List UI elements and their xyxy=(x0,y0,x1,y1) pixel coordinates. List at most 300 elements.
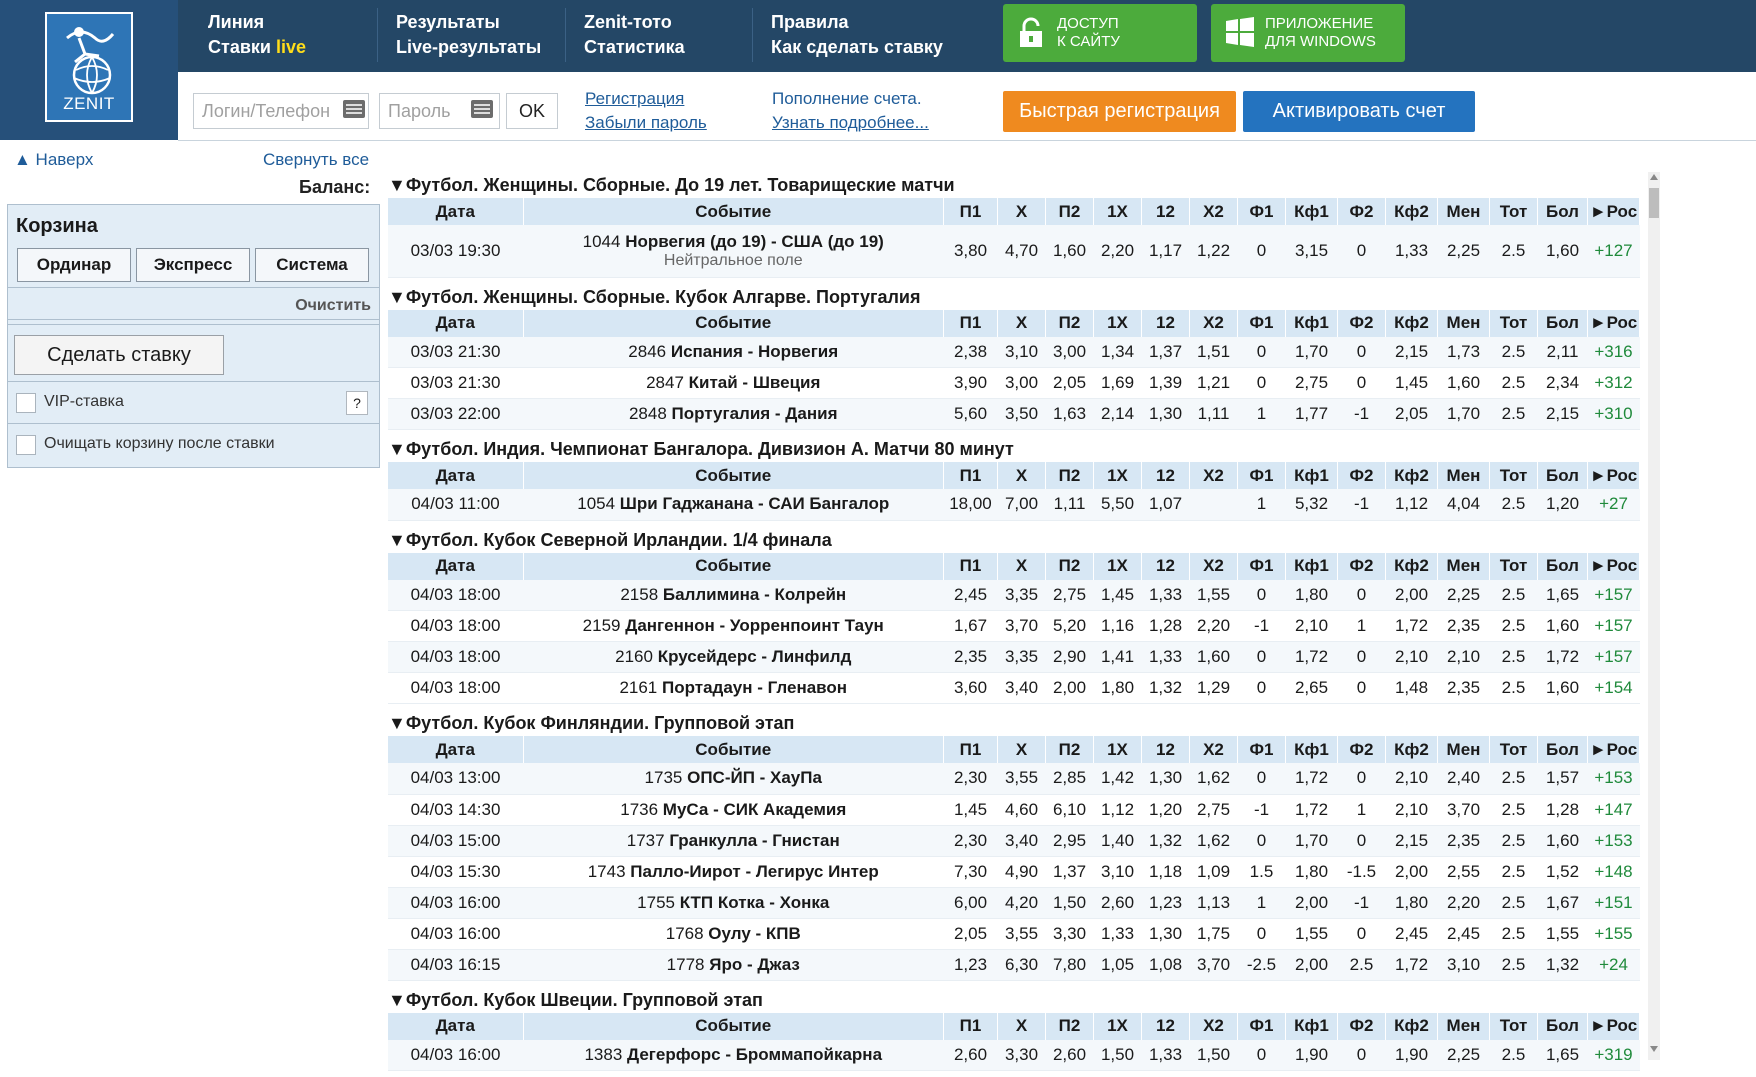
nav-zenit-toto[interactable]: Zenit-тото xyxy=(584,12,672,32)
odds-kf1[interactable]: 1,55 xyxy=(1286,918,1338,949)
odds-p1[interactable]: 2,60 xyxy=(944,1040,998,1071)
learn-more-link[interactable]: Узнать подробнее... xyxy=(772,113,929,132)
odds-kf1[interactable]: 1,70 xyxy=(1286,825,1338,856)
odds-p2[interactable]: 2,75 xyxy=(1046,580,1094,611)
odds-x[interactable]: 4,70 xyxy=(998,225,1046,277)
odds-f2[interactable]: 1 xyxy=(1338,611,1386,642)
login-ok-button[interactable]: OK xyxy=(506,93,558,129)
odds-kf2[interactable]: 2,10 xyxy=(1386,763,1438,794)
event-teams[interactable]: Баллимина - Колрейн xyxy=(662,584,847,604)
odds-1x[interactable]: 2,14 xyxy=(1094,399,1142,430)
league-header[interactable]: ▼Футбол. Кубок Северной Ирландии. 1/4 финала xyxy=(388,529,832,550)
event-teams[interactable]: ОПС-ЙП - ХауПа xyxy=(687,768,822,788)
odds-x2[interactable]: 1,09 xyxy=(1190,856,1238,887)
odds-kf2[interactable]: 2,45 xyxy=(1386,918,1438,949)
odds-f2[interactable]: 0 xyxy=(1338,225,1386,277)
more-markets-link[interactable]: +147 xyxy=(1588,794,1640,825)
odds-p2[interactable]: 3,30 xyxy=(1046,918,1094,949)
odds-x2[interactable]: 1,51 xyxy=(1190,337,1238,368)
back-to-top-link[interactable]: ▲ Наверх xyxy=(14,150,94,169)
odds-p1[interactable]: 2,35 xyxy=(944,642,998,673)
odds-kf2[interactable]: 1,45 xyxy=(1386,368,1438,399)
odds-kf2[interactable]: 2,10 xyxy=(1386,642,1438,673)
odds-12[interactable]: 1,30 xyxy=(1142,399,1190,430)
nav-results[interactable]: Результаты xyxy=(396,12,500,32)
odds-x2[interactable]: 1,60 xyxy=(1190,642,1238,673)
odds-12[interactable]: 1,28 xyxy=(1142,611,1190,642)
odds-f1[interactable]: 0 xyxy=(1238,918,1286,949)
odds-total[interactable]: 2.5 xyxy=(1490,580,1538,611)
vip-help-button[interactable]: ? xyxy=(346,391,368,415)
odds-more[interactable]: 1,72 xyxy=(1538,642,1588,673)
odds-x2[interactable]: 2,20 xyxy=(1190,611,1238,642)
odds-p1[interactable]: 1,23 xyxy=(944,949,998,980)
odds-f1[interactable]: 0 xyxy=(1238,1040,1286,1071)
odds-total[interactable]: 2.5 xyxy=(1490,673,1538,704)
odds-f1[interactable]: -1 xyxy=(1238,611,1286,642)
odds-x[interactable]: 4,90 xyxy=(998,856,1046,887)
more-markets-link[interactable]: +153 xyxy=(1588,825,1640,856)
zenit-logo[interactable] xyxy=(45,12,133,122)
odds-x[interactable]: 3,55 xyxy=(998,918,1046,949)
odds-less[interactable]: 2,25 xyxy=(1438,225,1490,277)
odds-kf2[interactable]: 2,00 xyxy=(1386,856,1438,887)
odds-12[interactable]: 1,32 xyxy=(1142,825,1190,856)
odds-1x[interactable]: 1,05 xyxy=(1094,949,1142,980)
odds-12[interactable]: 1,39 xyxy=(1142,368,1190,399)
more-markets-link[interactable]: +155 xyxy=(1588,918,1640,949)
odds-kf1[interactable]: 1,70 xyxy=(1286,337,1338,368)
odds-kf2[interactable]: 1,72 xyxy=(1386,611,1438,642)
odds-total[interactable]: 2.5 xyxy=(1490,949,1538,980)
more-markets-link[interactable]: +148 xyxy=(1588,856,1640,887)
odds-12[interactable]: 1,18 xyxy=(1142,856,1190,887)
nav-statistics[interactable]: Статистика xyxy=(584,37,685,57)
odds-p2[interactable]: 1,11 xyxy=(1046,489,1094,520)
league-header[interactable]: ▼Футбол. Женщины. Сборные. До 19 лет. Товарищеские матчи xyxy=(388,175,955,195)
odds-x[interactable]: 3,50 xyxy=(998,399,1046,430)
odds-x[interactable]: 3,35 xyxy=(998,642,1046,673)
odds-total[interactable]: 2.5 xyxy=(1490,763,1538,794)
odds-less[interactable]: 1,73 xyxy=(1438,337,1490,368)
event-teams[interactable]: Испания - Норвегия xyxy=(670,341,839,361)
odds-x[interactable]: 3,00 xyxy=(998,368,1046,399)
odds-p2[interactable]: 6,10 xyxy=(1046,794,1094,825)
odds-p1[interactable]: 1,45 xyxy=(944,794,998,825)
column-header[interactable]: ►Рос xyxy=(1588,462,1640,489)
odds-kf1[interactable]: 2,10 xyxy=(1286,611,1338,642)
odds-total[interactable]: 2.5 xyxy=(1490,611,1538,642)
odds-kf1[interactable]: 1,72 xyxy=(1286,794,1338,825)
register-link[interactable]: Регистрация xyxy=(585,89,685,108)
odds-p1[interactable]: 2,38 xyxy=(944,337,998,368)
odds-p1[interactable]: 5,60 xyxy=(944,399,998,430)
odds-less[interactable]: 3,10 xyxy=(1438,949,1490,980)
odds-f1[interactable]: 0 xyxy=(1238,673,1286,704)
odds-p2[interactable]: 3,00 xyxy=(1046,337,1094,368)
column-header[interactable]: ►Рос xyxy=(1588,553,1640,580)
vip-bet-checkbox[interactable] xyxy=(16,393,36,413)
odds-f1[interactable]: 0 xyxy=(1238,225,1286,277)
event-teams[interactable]: Гранкулла - Гнистан xyxy=(669,830,840,850)
odds-x[interactable]: 6,30 xyxy=(998,949,1046,980)
odds-x2[interactable]: 1,13 xyxy=(1190,887,1238,918)
odds-less[interactable]: 2,25 xyxy=(1438,1040,1490,1071)
odds-1x[interactable]: 2,20 xyxy=(1094,225,1142,277)
column-header[interactable]: ►Рос xyxy=(1588,198,1640,225)
odds-more[interactable]: 1,65 xyxy=(1538,1040,1588,1071)
tab-express[interactable]: Экспресс xyxy=(136,248,250,282)
odds-f2[interactable]: 0 xyxy=(1338,918,1386,949)
odds-more[interactable]: 1,52 xyxy=(1538,856,1588,887)
more-markets-link[interactable]: +24 xyxy=(1588,949,1640,980)
column-header[interactable]: ►Рос xyxy=(1588,1013,1640,1040)
odds-p2[interactable]: 1,37 xyxy=(1046,856,1094,887)
nav-how-to-bet[interactable]: Как сделать ставку xyxy=(771,37,943,57)
odds-1x[interactable]: 1,34 xyxy=(1094,337,1142,368)
odds-total[interactable]: 2.5 xyxy=(1490,794,1538,825)
scroll-up-arrow-icon[interactable] xyxy=(1650,174,1658,180)
odds-total[interactable]: 2.5 xyxy=(1490,642,1538,673)
odds-12[interactable]: 1,32 xyxy=(1142,673,1190,704)
odds-less[interactable]: 2,35 xyxy=(1438,611,1490,642)
odds-kf2[interactable]: 2,00 xyxy=(1386,580,1438,611)
odds-x2[interactable]: 1,62 xyxy=(1190,825,1238,856)
odds-less[interactable]: 2,40 xyxy=(1438,763,1490,794)
odds-12[interactable]: 1,23 xyxy=(1142,887,1190,918)
event-teams[interactable]: Дангеннон - Уорренпоинт Таун xyxy=(625,616,884,635)
odds-1x[interactable]: 3,10 xyxy=(1094,856,1142,887)
odds-kf2[interactable]: 2,15 xyxy=(1386,337,1438,368)
odds-x2[interactable]: 2,75 xyxy=(1190,794,1238,825)
odds-kf1[interactable]: 1,80 xyxy=(1286,580,1338,611)
odds-more[interactable]: 1,57 xyxy=(1538,763,1588,794)
more-markets-link[interactable]: +310 xyxy=(1588,399,1640,430)
odds-total[interactable]: 2.5 xyxy=(1490,489,1538,520)
odds-kf2[interactable]: 2,15 xyxy=(1386,825,1438,856)
odds-x2[interactable]: 1,11 xyxy=(1190,399,1238,430)
odds-p1[interactable]: 1,67 xyxy=(944,611,998,642)
odds-less[interactable]: 2,45 xyxy=(1438,918,1490,949)
more-markets-link[interactable]: +312 xyxy=(1588,368,1640,399)
odds-x[interactable]: 3,30 xyxy=(998,1040,1046,1071)
more-markets-link[interactable]: +151 xyxy=(1588,887,1640,918)
odds-total[interactable]: 2.5 xyxy=(1490,225,1538,277)
odds-12[interactable]: 1,33 xyxy=(1142,1040,1190,1071)
more-markets-link[interactable]: +27 xyxy=(1588,489,1640,520)
odds-12[interactable]: 1,37 xyxy=(1142,337,1190,368)
odds-12[interactable]: 1,07 xyxy=(1142,489,1190,520)
odds-kf2[interactable]: 2,05 xyxy=(1386,399,1438,430)
odds-f1[interactable]: 0 xyxy=(1238,337,1286,368)
odds-x[interactable]: 3,35 xyxy=(998,580,1046,611)
odds-less[interactable]: 2,55 xyxy=(1438,856,1490,887)
odds-x2[interactable]: 1,50 xyxy=(1190,1040,1238,1071)
nav-line[interactable]: Линия xyxy=(208,12,265,32)
event-date: 03/03 21:30 xyxy=(388,368,523,399)
odds-f1[interactable]: -1 xyxy=(1238,794,1286,825)
odds-f2[interactable]: 0 xyxy=(1338,337,1386,368)
virtual-keyboard-icon[interactable] xyxy=(471,100,493,118)
odds-more[interactable]: 2,15 xyxy=(1538,399,1588,430)
odds-more[interactable]: 2,34 xyxy=(1538,368,1588,399)
odds-kf1[interactable]: 3,15 xyxy=(1286,225,1338,277)
more-markets-link[interactable]: +127 xyxy=(1588,225,1640,277)
odds-kf1[interactable]: 2,75 xyxy=(1286,368,1338,399)
odds-more[interactable]: 1,55 xyxy=(1538,918,1588,949)
odds-p2[interactable]: 5,20 xyxy=(1046,611,1094,642)
odds-kf1[interactable]: 2,00 xyxy=(1286,887,1338,918)
odds-p1[interactable]: 3,90 xyxy=(944,368,998,399)
odds-more[interactable]: 1,65 xyxy=(1538,580,1588,611)
odds-f2[interactable]: 0 xyxy=(1338,1040,1386,1071)
odds-kf2[interactable]: 1,90 xyxy=(1386,1040,1438,1071)
odds-x[interactable]: 3,70 xyxy=(998,611,1046,642)
event-teams[interactable]: Оулу - КПВ xyxy=(708,923,801,943)
make-bet-button[interactable]: Сделать ставку xyxy=(14,335,224,375)
odds-f1[interactable]: 0 xyxy=(1238,580,1286,611)
odds-p2[interactable]: 1,60 xyxy=(1046,225,1094,277)
odds-1x[interactable]: 1,42 xyxy=(1094,763,1142,794)
activate-account-button[interactable]: Активировать счет xyxy=(1243,91,1475,132)
odds-less[interactable]: 1,70 xyxy=(1438,399,1490,430)
odds-more[interactable]: 1,60 xyxy=(1538,673,1588,704)
event-teams[interactable]: Шри Гаджанана - САИ Бангалор xyxy=(619,494,890,514)
scrollbar-thumb[interactable] xyxy=(1649,188,1659,218)
event-teams[interactable]: Китай - Швеция xyxy=(688,373,821,392)
odds-more[interactable]: 1,60 xyxy=(1538,825,1588,856)
odds-1x[interactable]: 1,41 xyxy=(1094,642,1142,673)
odds-p2[interactable]: 1,63 xyxy=(1046,399,1094,430)
odds-more[interactable]: 1,67 xyxy=(1538,887,1588,918)
odds-x[interactable]: 4,60 xyxy=(998,794,1046,825)
odds-less[interactable]: 2,25 xyxy=(1438,580,1490,611)
column-header[interactable]: ►Рос xyxy=(1588,310,1640,337)
odds-less[interactable]: 2,10 xyxy=(1438,642,1490,673)
odds-f1[interactable]: 1 xyxy=(1238,887,1286,918)
odds-f2[interactable]: -1.5 xyxy=(1338,856,1386,887)
clear-after-bet-checkbox[interactable] xyxy=(16,435,36,455)
odds-kf2[interactable]: 1,12 xyxy=(1386,489,1438,520)
odds-p1[interactable]: 18,00 xyxy=(944,489,998,520)
odds-more[interactable]: 1,28 xyxy=(1538,794,1588,825)
odds-p2[interactable]: 2,90 xyxy=(1046,642,1094,673)
odds-1x[interactable]: 1,69 xyxy=(1094,368,1142,399)
odds-less[interactable]: 2,35 xyxy=(1438,673,1490,704)
odds-kf1[interactable]: 1,77 xyxy=(1286,399,1338,430)
event-teams[interactable]: Палло-Иирот - Легирус Интер xyxy=(630,861,879,881)
odds-p1[interactable]: 6,00 xyxy=(944,887,998,918)
nav-live-results[interactable]: Live-результаты xyxy=(396,37,542,57)
event-teams[interactable]: Крусейдерс - Линфилд xyxy=(657,647,852,666)
odds-p1[interactable]: 7,30 xyxy=(944,856,998,887)
odds-kf2[interactable]: 1,80 xyxy=(1386,887,1438,918)
odds-x2[interactable]: 1,21 xyxy=(1190,368,1238,399)
odds-f2[interactable]: 0 xyxy=(1338,763,1386,794)
odds-p2[interactable]: 2,60 xyxy=(1046,1040,1094,1071)
odds-kf1[interactable]: 1,72 xyxy=(1286,763,1338,794)
odds-less[interactable]: 1,60 xyxy=(1438,368,1490,399)
odds-x2[interactable]: 3,70 xyxy=(1190,949,1238,980)
odds-total[interactable]: 2.5 xyxy=(1490,887,1538,918)
odds-kf2[interactable]: 1,48 xyxy=(1386,673,1438,704)
odds-f2[interactable]: -1 xyxy=(1338,489,1386,520)
odds-1x[interactable]: 1,16 xyxy=(1094,611,1142,642)
odds-kf1[interactable]: 1,80 xyxy=(1286,856,1338,887)
more-markets-link[interactable]: +319 xyxy=(1588,1040,1640,1071)
odds-12[interactable]: 1,33 xyxy=(1142,642,1190,673)
odds-f2[interactable]: 0 xyxy=(1338,642,1386,673)
odds-more[interactable]: 1,20 xyxy=(1538,489,1588,520)
event-teams[interactable]: Яро - Джаз xyxy=(709,954,800,974)
odds-f1[interactable]: 1 xyxy=(1238,399,1286,430)
event-teams[interactable]: МуСа - СИК Академия xyxy=(662,799,847,819)
event-teams[interactable]: Португалия - Дания xyxy=(671,404,838,423)
odds-more[interactable]: 1,32 xyxy=(1538,949,1588,980)
odds-p2[interactable]: 2,85 xyxy=(1046,763,1094,794)
odds-12[interactable]: 1,08 xyxy=(1142,949,1190,980)
odds-total[interactable]: 2.5 xyxy=(1490,337,1538,368)
odds-x[interactable]: 4,20 xyxy=(998,887,1046,918)
league-header[interactable]: ▼Футбол. Кубок Швеции. Групповой этап xyxy=(388,989,763,1010)
odds-1x[interactable]: 1,40 xyxy=(1094,825,1142,856)
odds-x2[interactable]: 1,55 xyxy=(1190,580,1238,611)
odds-p1[interactable]: 2,45 xyxy=(944,580,998,611)
odds-1x[interactable]: 2,60 xyxy=(1094,887,1142,918)
odds-1x[interactable]: 1,45 xyxy=(1094,580,1142,611)
odds-total[interactable]: 2.5 xyxy=(1490,368,1538,399)
odds-f2[interactable]: 0 xyxy=(1338,580,1386,611)
odds-kf1[interactable]: 2,00 xyxy=(1286,949,1338,980)
odds-1x[interactable]: 1,12 xyxy=(1094,794,1142,825)
odds-p2[interactable]: 7,80 xyxy=(1046,949,1094,980)
odds-f1[interactable]: 1 xyxy=(1238,489,1286,520)
more-markets-link[interactable]: +316 xyxy=(1588,337,1640,368)
league-header[interactable]: ▼Футбол. Индия. Чемпионат Бангалора. Дивизион A. Матчи 80 минут xyxy=(388,439,1014,459)
odds-p1[interactable]: 2,30 xyxy=(944,825,998,856)
odds-x[interactable]: 3,10 xyxy=(998,337,1046,368)
odds-f2[interactable]: 2.5 xyxy=(1338,949,1386,980)
odds-p1[interactable]: 3,60 xyxy=(944,673,998,704)
league-header[interactable]: ▼Футбол. Кубок Финляндии. Групповой этап xyxy=(388,713,795,733)
odds-less[interactable]: 2,20 xyxy=(1438,887,1490,918)
more-markets-link[interactable]: +157 xyxy=(1588,580,1640,611)
odds-12[interactable]: 1,20 xyxy=(1142,794,1190,825)
clear-slip-button[interactable]: Очистить xyxy=(295,297,371,314)
quick-register-button[interactable]: Быстрая регистрация xyxy=(1003,91,1236,132)
odds-total[interactable]: 2.5 xyxy=(1490,918,1538,949)
event-teams[interactable]: Дегерфорс - Броммапойкарна xyxy=(627,1044,883,1064)
odds-p2[interactable]: 1,50 xyxy=(1046,887,1094,918)
more-markets-link[interactable]: +157 xyxy=(1588,611,1640,642)
site-access-button[interactable] xyxy=(1003,4,1197,62)
odds-1x[interactable]: 5,50 xyxy=(1094,489,1142,520)
event-teams[interactable]: Норвегия (до 19) - США (до 19) xyxy=(625,231,884,251)
odds-more[interactable]: 1,60 xyxy=(1538,225,1588,277)
odds-p1[interactable]: 2,30 xyxy=(944,763,998,794)
odds-p1[interactable]: 2,05 xyxy=(944,918,998,949)
odds-f2[interactable]: -1 xyxy=(1338,399,1386,430)
odds-12[interactable]: 1,30 xyxy=(1142,918,1190,949)
odds-kf1[interactable]: 2,65 xyxy=(1286,673,1338,704)
odds-less[interactable]: 4,04 xyxy=(1438,489,1490,520)
odds-12[interactable]: 1,17 xyxy=(1142,225,1190,277)
odds-f1[interactable]: 0 xyxy=(1238,642,1286,673)
odds-kf1[interactable]: 5,32 xyxy=(1286,489,1338,520)
odds-total[interactable]: 2.5 xyxy=(1490,399,1538,430)
odds-f1[interactable]: -2.5 xyxy=(1238,949,1286,980)
odds-more[interactable]: 1,60 xyxy=(1538,611,1588,642)
odds-f1[interactable]: 1.5 xyxy=(1238,856,1286,887)
odds-f1[interactable]: 0 xyxy=(1238,825,1286,856)
odds-f2[interactable]: 1 xyxy=(1338,794,1386,825)
odds-x[interactable]: 7,00 xyxy=(998,489,1046,520)
odds-x2[interactable]: 1,75 xyxy=(1190,918,1238,949)
odds-x[interactable]: 3,40 xyxy=(998,673,1046,704)
odds-1x[interactable]: 1,50 xyxy=(1094,1040,1142,1071)
odds-p2[interactable]: 2,05 xyxy=(1046,368,1094,399)
odds-f2[interactable]: 0 xyxy=(1338,368,1386,399)
odds-1x[interactable]: 1,80 xyxy=(1094,673,1142,704)
event-teams[interactable]: КТП Котка - Хонка xyxy=(679,892,830,912)
odds-x[interactable]: 3,40 xyxy=(998,825,1046,856)
scroll-down-arrow-icon[interactable] xyxy=(1650,1046,1658,1052)
odds-less[interactable]: 2,35 xyxy=(1438,825,1490,856)
odds-kf2[interactable]: 1,33 xyxy=(1386,225,1438,277)
more-markets-link[interactable]: +157 xyxy=(1588,642,1640,673)
odds-p1[interactable]: 3,80 xyxy=(944,225,998,277)
nav-rules[interactable]: Правила xyxy=(771,12,849,32)
odds-kf1[interactable]: 1,72 xyxy=(1286,642,1338,673)
odds-x2[interactable]: 1,29 xyxy=(1190,673,1238,704)
tab-single[interactable]: Ординар xyxy=(17,248,131,282)
virtual-keyboard-icon[interactable] xyxy=(343,100,365,118)
more-markets-link[interactable]: +154 xyxy=(1588,673,1640,704)
odds-12[interactable]: 1,33 xyxy=(1142,580,1190,611)
odds-total[interactable]: 2.5 xyxy=(1490,1040,1538,1071)
collapse-all-link[interactable]: Свернуть все xyxy=(263,150,370,169)
tab-system[interactable]: Система xyxy=(255,248,369,282)
odds-f1[interactable]: 0 xyxy=(1238,763,1286,794)
odds-p2[interactable]: 2,95 xyxy=(1046,825,1094,856)
odds-1x[interactable]: 1,33 xyxy=(1094,918,1142,949)
odds-less[interactable]: 3,70 xyxy=(1438,794,1490,825)
nav-live-bets[interactable] xyxy=(208,35,306,60)
odds-kf2[interactable]: 1,72 xyxy=(1386,949,1438,980)
league-header[interactable]: ▼Футбол. Женщины. Сборные. Кубок Алгарве. Португалия xyxy=(388,286,921,307)
more-markets-link[interactable]: +153 xyxy=(1588,763,1640,794)
odds-x[interactable]: 3,55 xyxy=(998,763,1046,794)
odds-total[interactable]: 2.5 xyxy=(1490,825,1538,856)
column-header[interactable]: ►Рос xyxy=(1588,736,1640,763)
event-teams[interactable]: Портадаун - Гленавон xyxy=(662,678,848,697)
windows-app-button[interactable] xyxy=(1211,4,1405,62)
odds-total[interactable]: 2.5 xyxy=(1490,856,1538,887)
odds-f1[interactable]: 0 xyxy=(1238,368,1286,399)
forgot-password-link[interactable]: Забыли пароль xyxy=(585,113,707,132)
odds-f2[interactable]: 0 xyxy=(1338,673,1386,704)
odds-kf2[interactable]: 2,10 xyxy=(1386,794,1438,825)
odds-12[interactable]: 1,30 xyxy=(1142,763,1190,794)
odds-f2[interactable]: 0 xyxy=(1338,825,1386,856)
odds-f2[interactable]: -1 xyxy=(1338,887,1386,918)
odds-x2[interactable]: 1,62 xyxy=(1190,763,1238,794)
odds-p2[interactable]: 2,00 xyxy=(1046,673,1094,704)
scrollbar[interactable] xyxy=(1648,172,1660,1060)
odds-x2[interactable]: 1,22 xyxy=(1190,225,1238,277)
odds-more[interactable]: 2,11 xyxy=(1538,337,1588,368)
odds-kf1[interactable]: 1,90 xyxy=(1286,1040,1338,1071)
